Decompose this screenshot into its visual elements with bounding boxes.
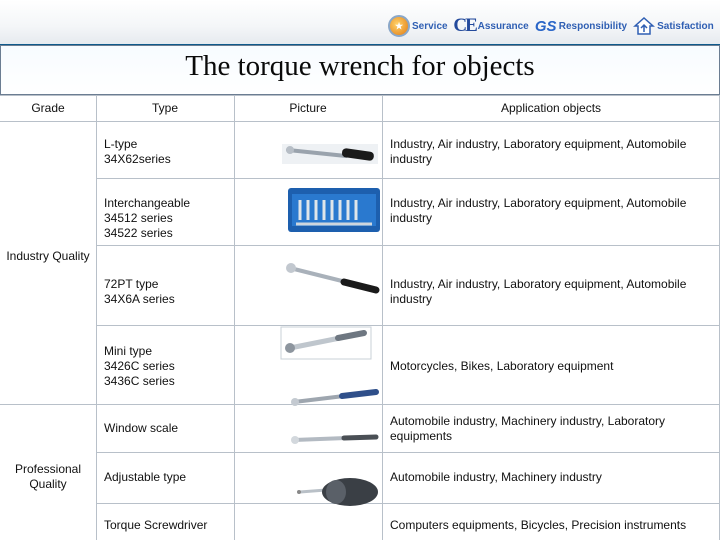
badge-satisfaction bbox=[633, 15, 714, 37]
application-cell: Motorcycles, Bikes, Laboratory equipment bbox=[390, 359, 614, 373]
badge-label: Service bbox=[412, 20, 448, 32]
type-cell: Adjustable type bbox=[104, 470, 187, 484]
badge-label: Responsibility bbox=[558, 20, 628, 32]
type-cell: Mini type 3426C series 3436C series bbox=[104, 344, 175, 388]
grid-line bbox=[0, 95, 720, 96]
adjustable-wrench-picture bbox=[286, 428, 382, 452]
application-cell: Industry, Air industry, Laboratory equipment, Automobile industry bbox=[390, 137, 687, 166]
grid-line bbox=[96, 178, 720, 179]
column-header-application: Application objects bbox=[500, 101, 602, 115]
mini-wrench-picture bbox=[280, 326, 372, 360]
interchangeable-set-picture bbox=[286, 184, 382, 236]
badge-label: Assurance bbox=[477, 20, 529, 32]
application-cell: Automobile industry, Machinery industry bbox=[390, 470, 602, 484]
grade-professional-quality: Professional Quality bbox=[14, 462, 82, 491]
application-cell: Automobile industry, Machinery industry, Laboratory equipments bbox=[390, 414, 666, 443]
application-cell: Industry, Air industry, Laboratory equipment, Automobile industry bbox=[390, 277, 687, 306]
column-header-grade: Grade bbox=[31, 101, 65, 115]
column-header-picture: Picture bbox=[289, 101, 327, 115]
grid-line bbox=[96, 452, 720, 453]
badge-label: Satisfaction bbox=[657, 20, 714, 32]
ce-mark-icon: CE bbox=[453, 15, 476, 36]
grid-line bbox=[382, 95, 383, 540]
badge-assurance bbox=[454, 15, 529, 37]
application-cell: Industry, Air industry, Laboratory equipment, Automobile industry bbox=[390, 196, 687, 225]
badge-service bbox=[388, 15, 448, 37]
type-cell: Window scale bbox=[104, 421, 179, 435]
grid-line bbox=[0, 121, 720, 122]
torque-screwdriver-picture bbox=[290, 470, 382, 514]
service-icon: ★ bbox=[388, 15, 410, 37]
gs-mark-icon: GS bbox=[534, 17, 557, 35]
grid-line bbox=[234, 95, 235, 540]
grid-line bbox=[96, 503, 720, 504]
application-cell: Computers equipments, Bicycles, Precision instruments bbox=[390, 518, 687, 532]
l-type-wrench-picture bbox=[280, 136, 380, 170]
type-cell: Interchangeable 34512 series 34522 series bbox=[104, 196, 191, 240]
type-cell: Torque Screwdriver bbox=[104, 518, 208, 532]
type-cell: 72PT type 34X6A series bbox=[104, 277, 175, 306]
grid-line bbox=[96, 95, 97, 540]
grade-industry-quality: Industry Quality bbox=[6, 249, 90, 263]
badge-responsibility bbox=[535, 15, 627, 37]
quality-badges bbox=[388, 13, 720, 39]
page-title: The torque wrench for objects bbox=[185, 50, 535, 82]
house-icon bbox=[633, 15, 655, 37]
column-header-type: Type bbox=[151, 101, 178, 115]
grid-line bbox=[96, 325, 720, 326]
window-scale-wrench-picture bbox=[286, 382, 382, 418]
grid-line bbox=[96, 245, 720, 246]
type-cell: L-type 34X62series bbox=[104, 137, 171, 166]
72pt-wrench-picture bbox=[282, 258, 382, 298]
